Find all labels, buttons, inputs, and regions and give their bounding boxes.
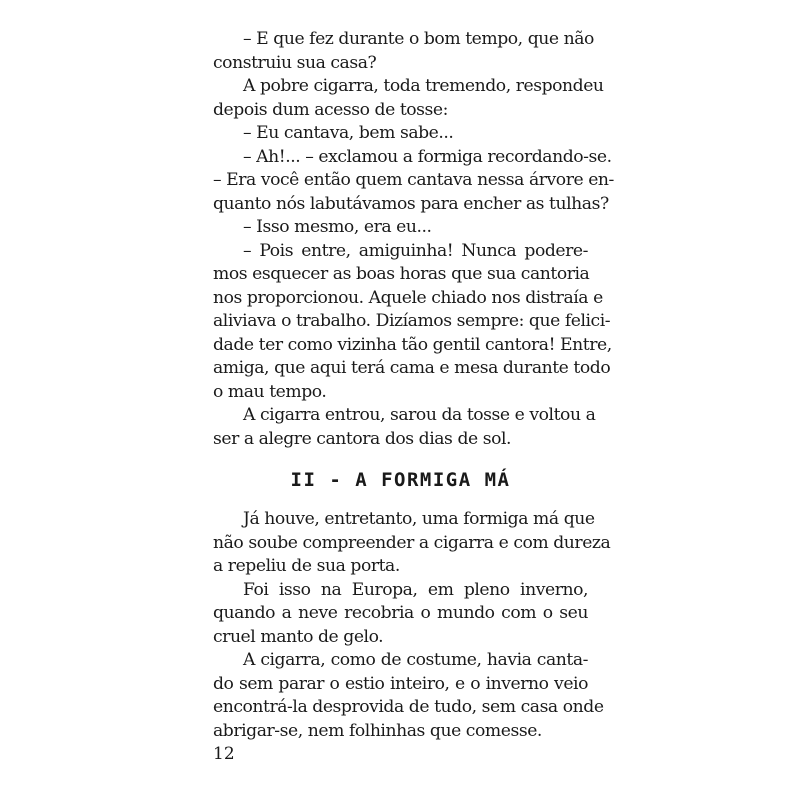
- text-line: A cigarra entrou, sarou da tosse e voltou a: [243, 405, 596, 425]
- paragraph: [213, 216, 588, 240]
- text-line: construiu sua casa?: [213, 52, 377, 73]
- text-line: do sem parar o estio inteiro, e o inverno veio: [213, 673, 588, 694]
- text-line: – Era você então quem cantava nessa árvore en-: [213, 170, 614, 190]
- text-line: encontrá-la desprovida de tudo, sem casa onde: [213, 697, 604, 717]
- section-heading: II - A FORMIGA MÁ: [290, 469, 511, 491]
- text-line: quanto nós labutávamos para encher as tulhas?: [213, 193, 609, 214]
- paragraph: [213, 649, 604, 743]
- text-line: depois dum acesso de tosse:: [213, 99, 448, 120]
- text-line: dade ter como vizinha tão gentil cantora! Entre,: [213, 334, 612, 355]
- text-line: mos esquecer as boas horas que sua cantoria: [213, 264, 590, 284]
- text-line: – Ah!... – exclamou a formiga recordando-se.: [243, 146, 612, 167]
- text-line: quando a neve recobria o mundo com o seu: [213, 603, 588, 623]
- page-number: 12: [213, 744, 235, 764]
- paragraph: [213, 404, 596, 451]
- text-line: A pobre cigarra, toda tremendo, respondeu: [243, 76, 604, 96]
- text-line: amiga, que aqui terá cama e mesa durante todo: [213, 358, 611, 378]
- paragraph: [213, 508, 611, 579]
- paragraph: [213, 146, 614, 217]
- paragraph: [213, 75, 604, 122]
- paragraph: [213, 240, 612, 405]
- text-line: Já houve, entretanto, uma formiga má que: [243, 509, 595, 529]
- paragraph: [213, 122, 588, 146]
- text-line: não soube compreender a cigarra e com dureza: [213, 532, 611, 553]
- text-line: Foi isso na Europa, em pleno inverno,: [243, 579, 588, 600]
- text-line: o mau tempo.: [213, 381, 327, 402]
- bottom-text-block: [213, 508, 611, 743]
- text-line: nos proporcionou. Aquele chiado nos distraía e: [213, 287, 603, 308]
- text-line: abrigar-se, nem folhinhas que comesse.: [213, 720, 542, 741]
- text-line: – E que fez durante o bom tempo, que não: [243, 29, 594, 49]
- paragraph: [213, 28, 594, 75]
- text-line: ser a alegre cantora dos dias de sol.: [213, 428, 512, 449]
- text-line: a repeliu de sua porta.: [213, 556, 400, 576]
- paragraph: [213, 579, 588, 650]
- text-line: – Isso mesmo, era eu...: [243, 217, 432, 237]
- text-line: aliviava o trabalho. Dizíamos sempre: que felici-: [213, 311, 611, 331]
- text-line: A cigarra, como de costume, havia canta-: [243, 650, 588, 670]
- text-line: cruel manto de gelo.: [213, 626, 384, 647]
- text-line: – Eu cantava, bem sabe...: [243, 123, 454, 143]
- top-text-block: [213, 28, 614, 451]
- text-line: – Pois entre, amiguinha! Nunca podere-: [243, 240, 588, 261]
